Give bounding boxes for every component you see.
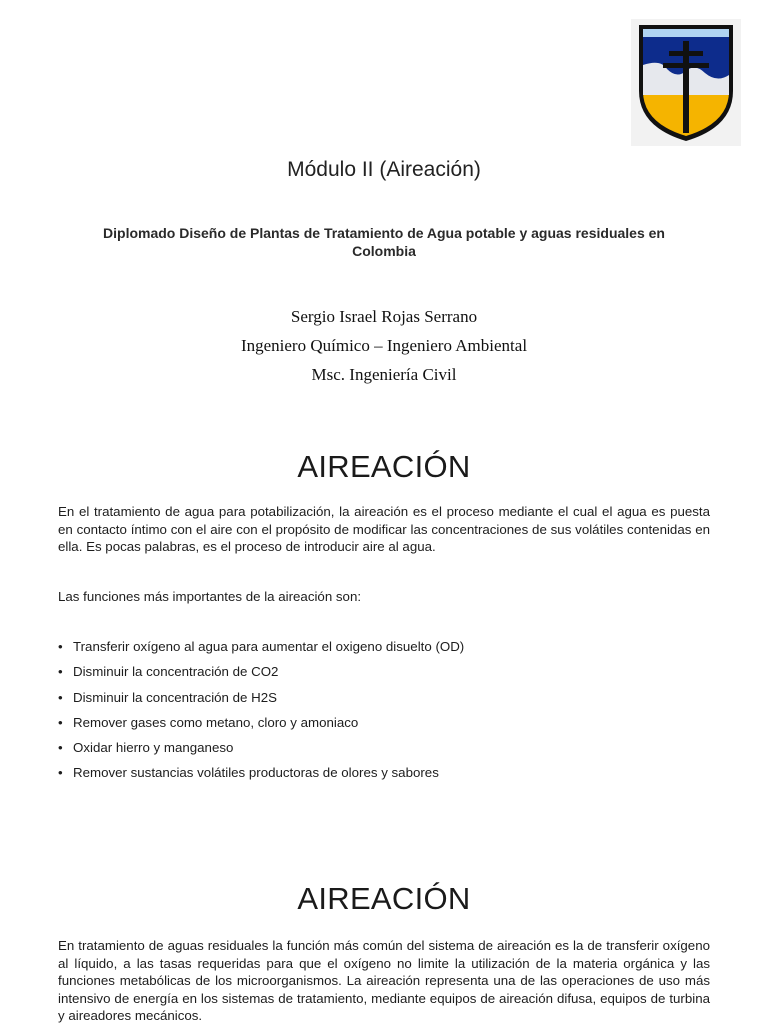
shield-icon [631,19,741,146]
bullet-icon: • [58,689,63,705]
list-item-text: Remover gases como metano, cloro y amoniaco [73,714,359,730]
list-item-text: Oxidar hierro y manganeso [73,740,234,756]
list-item-text: Disminuir la concentración de H2S [73,689,277,705]
bullet-icon: • [58,765,63,781]
list-item [58,689,464,714]
bullet-icon: • [58,714,63,730]
university-crest-logo [631,19,741,146]
functions-list [58,638,464,790]
list-item-text: Disminuir la concentración de CO2 [73,664,279,680]
section-paragraph: En tratamiento de aguas residuales la función más común del sistema de aireación es la de transferir oxígeno al líquido, a las tasas requeridas para que el oxígeno no limite la utilización de la materia orgánica y las funciones metabólicas de los microorganismos. La aireación representa una de las operaciones de uso más intensivo de energía en los sistemas de tratamiento, mediante equipos de aireación difusa, equipos de turbina y aireadores mecánicos. [58,938,710,1023]
section-paragraph: En el tratamiento de agua para potabilización, la aireación es el proceso mediante el cual el agua es puesta en contacto íntimo con el aire con el propósito de modificar las concentraciones de sus volátiles contenidas en ella. Es pocas palabras, es el proceso de introducir aire al agua. [58,504,710,554]
author-name: Sergio Israel Rojas Serrano [290,307,478,326]
module-title: Módulo II (Aireación) [287,158,481,181]
author-degree: Msc. Ingeniería Civil [311,365,457,384]
list-item [58,663,464,688]
section-heading: AIREACIÓN [297,449,471,484]
bullet-icon: • [58,664,63,680]
list-item [58,764,464,789]
author-role: Ingeniero Químico – Ingeniero Ambiental [240,336,528,355]
list-item [58,638,464,663]
section-heading: AIREACIÓN [297,881,471,916]
list-item [58,739,464,764]
list-item-text: Remover sustancias volátiles productoras de olores y sabores [73,765,439,781]
bullet-icon: • [58,639,63,654]
functions-intro: Las funciones más importantes de la aireación son: [58,589,362,604]
program-title: Diplomado Diseño de Plantas de Tratamiento de Agua potable y aguas residuales en Colombia [103,225,665,259]
list-item [58,714,464,739]
bullet-icon: • [58,740,63,756]
list-item-text: Transferir oxígeno al agua para aumentar el oxigeno disuelto (OD) [73,639,465,654]
